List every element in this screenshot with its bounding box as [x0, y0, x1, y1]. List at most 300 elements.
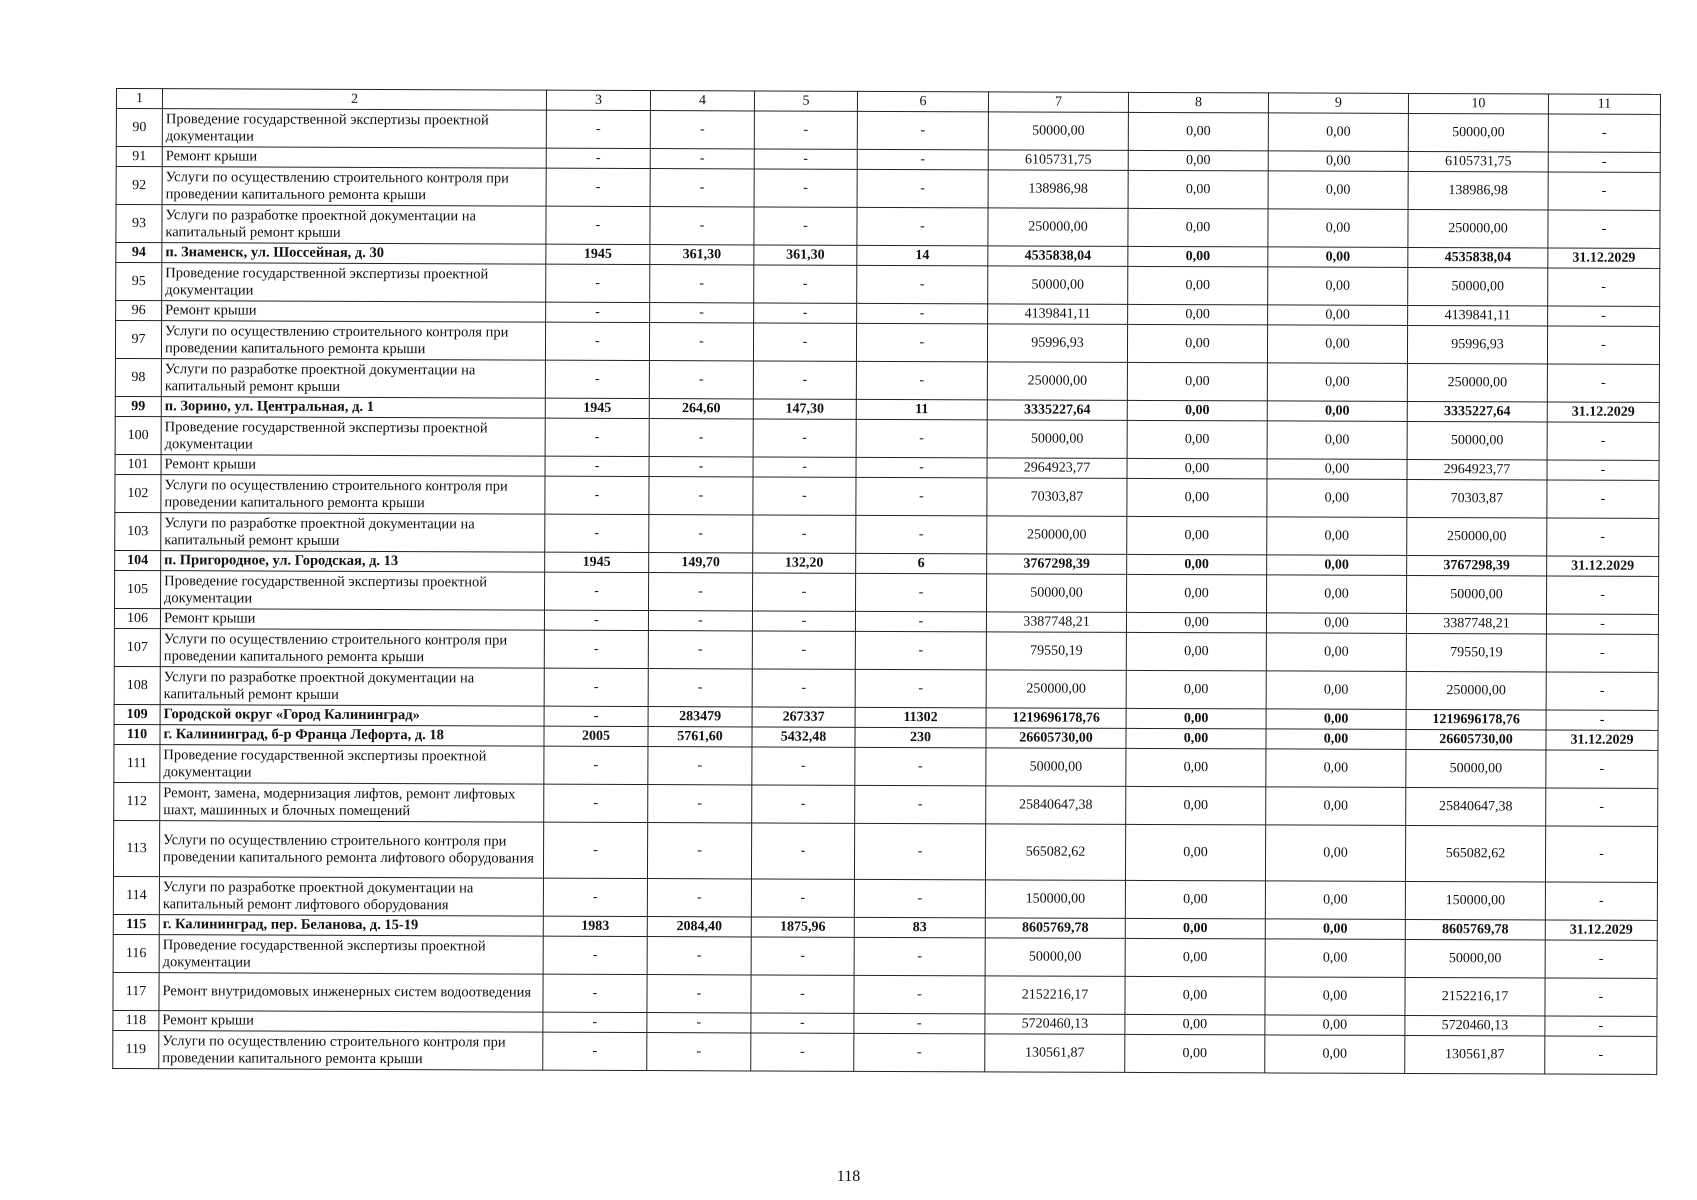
- table-row: [113, 820, 1657, 882]
- value-cell: 31.12.2029: [1547, 402, 1659, 422]
- value-cell: -: [544, 784, 648, 822]
- value-cell: -: [1547, 480, 1659, 518]
- value-cell: -: [855, 631, 986, 670]
- value-cell: -: [854, 975, 985, 1014]
- table-row: [115, 474, 1659, 518]
- value-cell: 0,00: [1126, 612, 1266, 633]
- table-row: [116, 263, 1660, 307]
- value-cell: -: [648, 611, 752, 631]
- value-cell: 8605769,78: [985, 918, 1125, 939]
- value-cell: -: [1548, 210, 1660, 248]
- value-cell: -: [649, 457, 753, 477]
- value-cell: 0,00: [1266, 787, 1406, 826]
- value-cell: 0,00: [1127, 478, 1267, 517]
- row-number-cell: 106: [114, 608, 160, 628]
- header-cell: 8: [1128, 92, 1268, 113]
- value-cell: 1875,96: [751, 917, 854, 937]
- value-cell: 2964923,77: [1407, 459, 1547, 480]
- value-cell: 0,00: [1267, 363, 1407, 402]
- row-number-cell: 115: [113, 914, 159, 934]
- value-cell: 6105731,75: [988, 150, 1128, 171]
- value-cell: 0,00: [1265, 1015, 1405, 1036]
- value-cell: 0,00: [1127, 458, 1267, 479]
- description-cell: п. Знаменск, ул. Шоссейная, д. 30: [162, 243, 546, 264]
- header-cell: 3: [546, 90, 650, 110]
- value-cell: -: [751, 879, 854, 917]
- description-cell: Услуги по разработке проектной документации на капитальный ремонт крыши: [162, 205, 546, 244]
- header-cell: 10: [1408, 93, 1548, 114]
- value-cell: -: [544, 630, 648, 668]
- value-cell: 50000,00: [987, 420, 1127, 459]
- value-cell: 138986,98: [1408, 171, 1548, 210]
- value-cell: -: [1545, 1016, 1657, 1036]
- value-cell: -: [1545, 882, 1657, 920]
- value-cell: -: [545, 514, 649, 552]
- value-cell: -: [751, 823, 854, 879]
- value-cell: 0,00: [1267, 325, 1407, 364]
- value-cell: 132,20: [753, 553, 856, 573]
- value-cell: 0,00: [1125, 824, 1265, 881]
- description-cell: г. Калининград, пер. Беланова, д. 15-19: [159, 915, 543, 936]
- value-cell: 0,00: [1267, 401, 1407, 422]
- value-cell: 95996,93: [987, 324, 1127, 363]
- value-cell: -: [544, 610, 648, 630]
- value-cell: 79550,19: [986, 632, 1126, 671]
- value-cell: -: [1546, 750, 1658, 788]
- table-row: [113, 972, 1657, 1016]
- description-cell: Услуги по разработке проектной документации на капитальный ремонт крыши: [161, 513, 545, 552]
- value-cell: -: [856, 323, 987, 362]
- value-cell: 0,00: [1268, 151, 1408, 172]
- value-cell: 0,00: [1127, 516, 1267, 555]
- value-cell: 50000,00: [986, 748, 1126, 787]
- value-cell: 2152216,17: [985, 976, 1125, 1015]
- value-cell: -: [650, 207, 754, 245]
- value-cell: 2964923,77: [987, 458, 1127, 479]
- value-cell: 0,00: [1125, 880, 1265, 919]
- value-cell: 0,00: [1127, 400, 1267, 421]
- value-cell: -: [856, 515, 987, 554]
- table-body: [113, 89, 1661, 1075]
- value-cell: 50000,00: [988, 266, 1128, 305]
- value-cell: 0,00: [1265, 939, 1405, 978]
- description-cell: Услуги по осуществлению строительного контроля при проведении капитального ремонта крыши: [162, 167, 546, 206]
- value-cell: -: [647, 975, 751, 1013]
- value-cell: -: [544, 572, 648, 610]
- row-number-cell: 113: [113, 820, 159, 876]
- value-cell: 1219696178,76: [986, 708, 1126, 729]
- value-cell: -: [1548, 152, 1660, 172]
- value-cell: 0,00: [1126, 574, 1266, 613]
- value-cell: -: [1547, 518, 1659, 556]
- row-number-cell: 112: [114, 782, 160, 820]
- value-cell: 0,00: [1267, 421, 1407, 460]
- value-cell: 50000,00: [1407, 421, 1547, 460]
- value-cell: 250000,00: [987, 362, 1127, 401]
- table-row: [114, 782, 1658, 826]
- value-cell: -: [753, 323, 856, 361]
- value-cell: 0,00: [1126, 632, 1266, 671]
- description-cell: Городской округ «Город Калининград»: [160, 705, 544, 726]
- value-cell: 26605730,00: [1406, 729, 1546, 750]
- value-cell: 565082,62: [1405, 825, 1545, 882]
- header-cell: 5: [754, 91, 857, 111]
- value-cell: 1945: [545, 552, 649, 572]
- value-cell: 0,00: [1268, 247, 1408, 268]
- value-cell: -: [753, 477, 856, 515]
- value-cell: 11: [856, 399, 987, 420]
- row-number-cell: 103: [115, 512, 161, 550]
- table-row: [116, 205, 1660, 249]
- value-cell: 0,00: [1128, 246, 1268, 267]
- value-cell: -: [857, 169, 988, 208]
- value-cell: 0,00: [1268, 113, 1408, 152]
- row-number-cell: 117: [113, 972, 159, 1010]
- value-cell: 6: [856, 553, 987, 574]
- value-cell: -: [856, 361, 987, 400]
- description-cell: Услуги по осуществлению строительного контроля при проведении капитального ремонта лифтового оборудования: [159, 821, 543, 878]
- value-cell: -: [545, 418, 649, 456]
- value-cell: 0,00: [1126, 728, 1266, 749]
- value-cell: -: [855, 573, 986, 612]
- value-cell: 0,00: [1266, 709, 1406, 730]
- value-cell: 130561,87: [985, 1034, 1125, 1073]
- value-cell: -: [753, 361, 856, 399]
- value-cell: 0,00: [1267, 517, 1407, 556]
- value-cell: 25840647,38: [1406, 787, 1546, 826]
- value-cell: -: [545, 322, 649, 360]
- row-number-cell: 94: [116, 243, 162, 263]
- value-cell: 0,00: [1126, 708, 1266, 729]
- value-cell: -: [1547, 326, 1659, 364]
- description-cell: Проведение государственной экспертизы проектной документации: [161, 417, 545, 456]
- row-number-cell: 95: [116, 263, 162, 301]
- value-cell: -: [1545, 978, 1657, 1016]
- value-cell: -: [546, 302, 650, 322]
- row-number-cell: 93: [116, 205, 162, 243]
- table-row: [116, 109, 1660, 153]
- header-cell: 1: [116, 89, 162, 109]
- value-cell: 230: [855, 727, 986, 748]
- value-cell: -: [1545, 1036, 1657, 1074]
- value-cell: 0,00: [1267, 459, 1407, 480]
- value-cell: -: [854, 1033, 985, 1072]
- value-cell: 50000,00: [1405, 939, 1545, 978]
- value-cell: -: [1546, 576, 1658, 614]
- description-cell: Ремонт крыши: [162, 147, 546, 168]
- value-cell: 70303,87: [987, 478, 1127, 517]
- value-cell: -: [754, 303, 857, 323]
- value-cell: 2084,40: [647, 917, 751, 937]
- value-cell: -: [546, 110, 650, 148]
- row-number-cell: 91: [116, 147, 162, 167]
- value-cell: -: [1548, 114, 1660, 152]
- value-cell: -: [649, 323, 753, 361]
- value-cell: -: [650, 111, 754, 149]
- row-number-cell: 110: [114, 724, 160, 744]
- row-number-cell: 97: [115, 321, 161, 359]
- value-cell: 0,00: [1128, 266, 1268, 305]
- value-cell: -: [647, 823, 751, 879]
- value-cell: -: [650, 149, 754, 169]
- value-cell: 0,00: [1268, 267, 1408, 306]
- value-cell: -: [544, 668, 648, 706]
- value-cell: 50000,00: [1406, 575, 1546, 614]
- value-cell: -: [854, 823, 985, 880]
- value-cell: -: [1547, 364, 1659, 402]
- description-cell: Проведение государственной экспертизы проектной документации: [159, 935, 543, 974]
- value-cell: -: [1546, 672, 1658, 710]
- value-cell: 5761,60: [648, 727, 752, 747]
- value-cell: -: [753, 515, 856, 553]
- description-cell: Услуги по осуществлению строительного контроля при проведении капитального ремонта крыши: [161, 321, 545, 360]
- value-cell: 0,00: [1268, 209, 1408, 248]
- description-cell: п. Пригородное, ул. Городская, д. 13: [161, 551, 545, 572]
- value-cell: 0,00: [1126, 670, 1266, 709]
- value-cell: -: [1548, 172, 1660, 210]
- description-cell: Ремонт крыши: [162, 301, 546, 322]
- value-cell: 50000,00: [1408, 267, 1548, 306]
- value-cell: 0,00: [1128, 150, 1268, 171]
- row-number-cell: 119: [113, 1030, 159, 1068]
- value-cell: 0,00: [1266, 613, 1406, 634]
- value-cell: 3767298,39: [987, 554, 1127, 575]
- value-cell: 5432,48: [752, 727, 855, 747]
- table-row: [115, 416, 1659, 460]
- table-row: [114, 744, 1658, 788]
- value-cell: 26605730,00: [986, 728, 1126, 749]
- value-cell: -: [647, 1033, 751, 1071]
- value-cell: 79550,19: [1406, 633, 1546, 672]
- description-cell: Услуги по разработке проектной документации на капитальный ремонт лифтового оборудования: [159, 877, 543, 916]
- value-cell: 0,00: [1265, 1035, 1405, 1074]
- value-cell: 150000,00: [985, 880, 1125, 919]
- value-cell: 3767298,39: [1407, 555, 1547, 576]
- value-cell: -: [751, 975, 854, 1013]
- row-number-cell: 98: [115, 358, 161, 396]
- value-cell: -: [1547, 460, 1659, 480]
- description-cell: Ремонт крыши: [161, 455, 545, 476]
- value-cell: 0,00: [1268, 305, 1408, 326]
- row-number-cell: 118: [113, 1010, 159, 1030]
- value-cell: -: [855, 785, 986, 824]
- value-cell: -: [1546, 788, 1658, 826]
- value-cell: 361,30: [754, 245, 857, 265]
- value-cell: 250000,00: [987, 516, 1127, 555]
- value-cell: -: [649, 361, 753, 399]
- value-cell: 3335227,64: [987, 400, 1127, 421]
- value-cell: -: [546, 264, 650, 302]
- value-cell: -: [1545, 826, 1657, 882]
- value-cell: -: [754, 265, 857, 303]
- value-cell: -: [649, 515, 753, 553]
- value-cell: 250000,00: [1407, 363, 1547, 402]
- value-cell: 50000,00: [1408, 113, 1548, 152]
- value-cell: 0,00: [1267, 555, 1407, 576]
- value-cell: 5720460,13: [1405, 1015, 1545, 1036]
- table-row: [114, 628, 1658, 672]
- header-cell: 11: [1548, 94, 1660, 114]
- value-cell: -: [854, 937, 985, 976]
- value-cell: -: [648, 785, 752, 823]
- value-cell: -: [649, 477, 753, 515]
- value-cell: 8605769,78: [1405, 919, 1545, 940]
- value-cell: 0,00: [1265, 977, 1405, 1016]
- row-number-cell: 100: [115, 416, 161, 454]
- value-cell: 1945: [545, 398, 649, 418]
- value-cell: -: [544, 706, 648, 726]
- description-cell: Проведение государственной экспертизы проектной документации: [161, 571, 545, 610]
- value-cell: -: [1546, 634, 1658, 672]
- value-cell: -: [754, 207, 857, 245]
- header-cell: 9: [1268, 93, 1408, 114]
- value-cell: -: [543, 974, 647, 1012]
- value-cell: -: [647, 879, 751, 917]
- row-number-cell: 116: [113, 934, 159, 972]
- value-cell: -: [647, 1013, 751, 1033]
- table-row: [115, 358, 1659, 402]
- value-cell: 31.12.2029: [1546, 730, 1658, 750]
- value-cell: -: [754, 111, 857, 149]
- value-cell: 250000,00: [1407, 517, 1547, 556]
- row-number-cell: 114: [113, 876, 159, 914]
- description-cell: Проведение государственной экспертизы проектной документации: [162, 263, 546, 302]
- description-cell: Услуги по разработке проектной документации на капитальный ремонт крыши: [161, 359, 545, 398]
- row-number-cell: 90: [116, 109, 162, 147]
- value-cell: 0,00: [1128, 304, 1268, 325]
- value-cell: 0,00: [1125, 918, 1265, 939]
- value-cell: -: [751, 1033, 854, 1071]
- description-cell: Ремонт крыши: [160, 609, 544, 630]
- value-cell: -: [753, 457, 856, 477]
- value-cell: 0,00: [1266, 729, 1406, 750]
- value-cell: 11302: [855, 707, 986, 728]
- value-cell: 4535838,04: [988, 246, 1128, 267]
- header-cell: 2: [162, 89, 546, 110]
- table-row: [115, 570, 1659, 614]
- page-number: 118: [836, 1168, 861, 1185]
- value-cell: -: [546, 206, 650, 244]
- description-cell: Услуги по осуществлению строительного контроля при проведении капитального ремонта крыши: [161, 475, 545, 514]
- value-cell: -: [647, 937, 751, 975]
- value-cell: 0,00: [1266, 633, 1406, 672]
- value-cell: 3335227,64: [1407, 401, 1547, 422]
- value-cell: -: [1548, 268, 1660, 306]
- table-row: [114, 666, 1658, 710]
- value-cell: -: [545, 360, 649, 398]
- value-cell: -: [1546, 614, 1658, 634]
- value-cell: 70303,87: [1407, 479, 1547, 518]
- value-cell: -: [1546, 710, 1658, 730]
- value-cell: -: [751, 1013, 854, 1033]
- row-number-cell: 109: [114, 704, 160, 724]
- description-cell: Услуги по разработке проектной документации на капитальный ремонт крыши: [160, 667, 544, 706]
- row-number-cell: 99: [115, 396, 161, 416]
- value-cell: 0,00: [1266, 671, 1406, 710]
- row-number-cell: 92: [116, 167, 162, 205]
- row-number-cell: 102: [115, 474, 161, 512]
- row-number-cell: 105: [115, 570, 161, 608]
- value-cell: 250000,00: [988, 208, 1128, 247]
- value-cell: 250000,00: [1408, 209, 1548, 248]
- value-cell: 264,60: [649, 399, 753, 419]
- description-cell: Услуги по осуществлению строительного контроля при проведении капитального ремонта крыши: [159, 1031, 543, 1070]
- value-cell: 0,00: [1128, 112, 1268, 151]
- value-cell: 14: [857, 245, 988, 266]
- table-row: [115, 321, 1659, 365]
- value-cell: 0,00: [1128, 170, 1268, 209]
- value-cell: -: [1545, 940, 1657, 978]
- value-cell: 147,30: [753, 399, 856, 419]
- header-cell: 4: [650, 91, 754, 111]
- value-cell: -: [545, 476, 649, 514]
- header-cell: 6: [857, 91, 988, 112]
- table-row: [113, 1030, 1657, 1074]
- row-number-cell: 101: [115, 454, 161, 474]
- description-cell: Ремонт, замена, модернизация лифтов, ремонт лифтовых шахт, машинных и блочных помещений: [160, 783, 544, 822]
- value-cell: -: [854, 879, 985, 918]
- value-cell: 2152216,17: [1405, 977, 1545, 1016]
- value-cell: -: [752, 611, 855, 631]
- table-row: [115, 512, 1659, 556]
- value-cell: 50000,00: [985, 938, 1125, 977]
- value-cell: 138986,98: [988, 170, 1128, 209]
- value-cell: 565082,62: [985, 824, 1125, 881]
- value-cell: -: [543, 1012, 647, 1032]
- value-cell: -: [1548, 306, 1660, 326]
- value-cell: -: [546, 148, 650, 168]
- value-cell: 0,00: [1127, 554, 1267, 575]
- value-cell: 31.12.2029: [1548, 248, 1660, 268]
- value-cell: 0,00: [1128, 208, 1268, 247]
- row-number-cell: 107: [114, 628, 160, 666]
- value-cell: 50000,00: [1406, 749, 1546, 788]
- value-cell: 150000,00: [1405, 881, 1545, 920]
- value-cell: 3387748,21: [986, 612, 1126, 633]
- value-cell: 0,00: [1125, 1034, 1265, 1073]
- value-cell: 0,00: [1125, 976, 1265, 1015]
- value-cell: 130561,87: [1405, 1035, 1545, 1074]
- value-cell: 0,00: [1266, 749, 1406, 788]
- value-cell: -: [752, 669, 855, 707]
- value-cell: -: [543, 936, 647, 974]
- value-cell: -: [648, 573, 752, 611]
- value-cell: 5720460,13: [985, 1014, 1125, 1035]
- repair-schedule-table: [112, 88, 1661, 1075]
- value-cell: -: [857, 149, 988, 170]
- value-cell: -: [543, 822, 647, 878]
- value-cell: -: [752, 573, 855, 611]
- row-number-cell: 104: [115, 550, 161, 570]
- value-cell: 250000,00: [986, 670, 1126, 709]
- description-cell: Проведение государственной экспертизы проектной документации: [162, 109, 546, 148]
- value-cell: -: [1547, 422, 1659, 460]
- value-cell: -: [857, 111, 988, 150]
- value-cell: -: [650, 303, 754, 323]
- value-cell: -: [753, 419, 856, 457]
- value-cell: 0,00: [1266, 575, 1406, 614]
- value-cell: -: [856, 477, 987, 516]
- value-cell: -: [648, 631, 752, 669]
- value-cell: 4139841,11: [1408, 305, 1548, 326]
- value-cell: -: [545, 456, 649, 476]
- value-cell: -: [754, 169, 857, 207]
- value-cell: 2005: [544, 726, 648, 746]
- value-cell: -: [854, 1013, 985, 1034]
- value-cell: 31.12.2029: [1547, 556, 1659, 576]
- value-cell: -: [649, 419, 753, 457]
- value-cell: -: [752, 631, 855, 669]
